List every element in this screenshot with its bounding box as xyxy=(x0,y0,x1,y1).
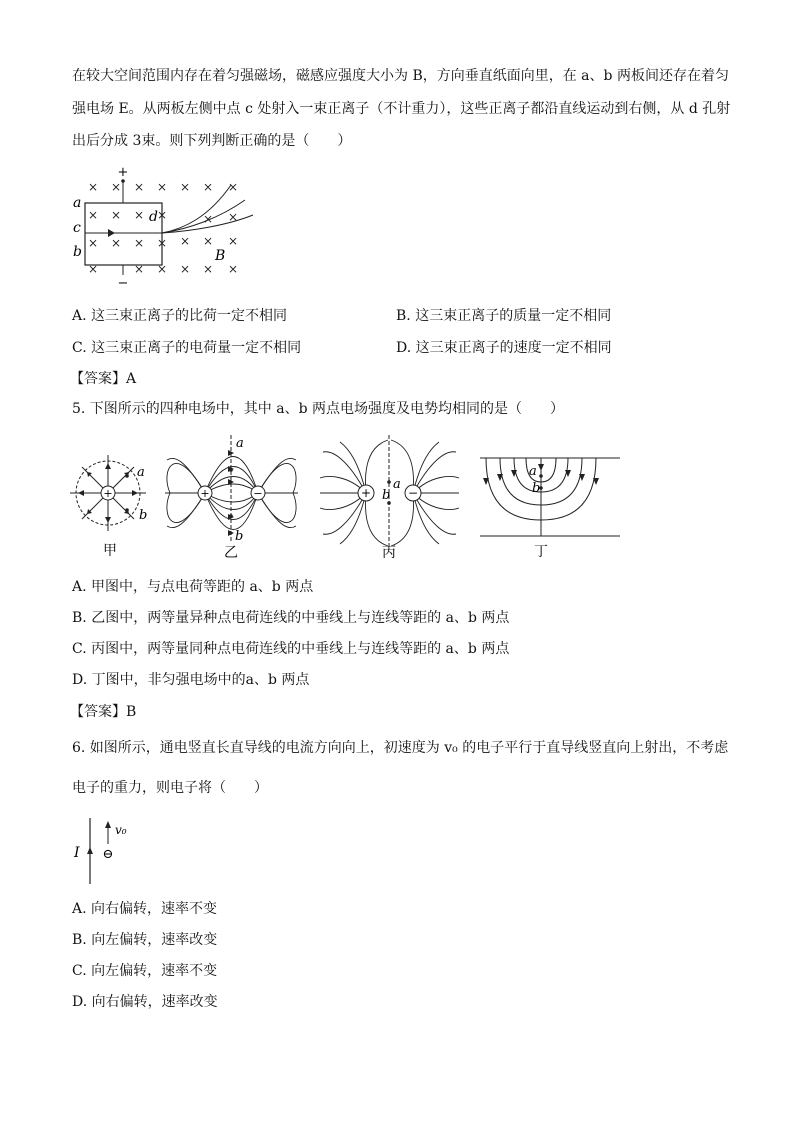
field-cross: × xyxy=(227,210,239,224)
field-cross: × xyxy=(179,262,191,276)
field-cross: × xyxy=(227,262,239,276)
field-cross: × xyxy=(227,234,239,248)
q4-option-c[interactable]: C. 这三束正离子的电荷量一定不相同 xyxy=(72,340,302,356)
field-cross: × xyxy=(133,180,145,194)
field-cross: × xyxy=(87,208,99,222)
q4-stem-line2: 强电场 E。从两板左侧中点 c 处射入一束正离子（不计重力），这些正离子都沿直线运动到右侧，从 d 孔射 xyxy=(72,101,731,117)
field-cross: × xyxy=(87,180,99,194)
q6-option-d[interactable]: D. 向右偏转，速率改变 xyxy=(72,994,218,1010)
electron-symbol: ⊖ xyxy=(102,847,114,862)
field-cross: × xyxy=(133,262,145,276)
q6-option-a[interactable]: A. 向右偏转，速率不变 xyxy=(72,901,218,917)
q4-stem-line3: 出后分成 3束。则下列判断正确的是（ ） xyxy=(72,133,352,149)
field-cross: × xyxy=(156,208,168,222)
label-b: b xyxy=(382,488,391,503)
q5-option-a[interactable]: A. 甲图中，与点电荷等距的 a、b 两点 xyxy=(72,579,314,595)
q4-figure-velocity-selector xyxy=(68,163,268,291)
label-d: d xyxy=(149,209,158,225)
field-cross: × xyxy=(87,262,99,276)
field-cross: × xyxy=(156,262,168,276)
field-cross: × xyxy=(202,262,214,276)
answer-label: 【答案】 xyxy=(70,371,126,387)
field-cross: × xyxy=(202,212,214,226)
field-cross: × xyxy=(227,180,239,194)
caption-bing: 丙 xyxy=(382,545,396,561)
q4-stem-line1: 在较大空间范围内存在着匀强磁场，磁感应强度大小为 B，方向垂直纸面向里，在 a、b 两板间还存在着匀 xyxy=(72,68,729,84)
label-a: a xyxy=(529,464,537,479)
minus-terminal: − xyxy=(117,276,129,291)
q4-option-a[interactable]: A. 这三束正离子的比荷一定不相同 xyxy=(72,308,288,324)
field-cross: × xyxy=(87,236,99,250)
label-b: b xyxy=(532,481,541,496)
q5-option-d[interactable]: D. 丁图中，非匀强电场中的a、b 两点 xyxy=(72,672,310,688)
answer-label: 【答案】 xyxy=(70,704,126,720)
negative-charge: − xyxy=(407,486,419,500)
q5-stem: 5. 下图所示的四种电场中，其中 a、b 两点电场强度及电势均相同的是（ ） xyxy=(72,401,565,417)
field-cross: × xyxy=(133,208,145,222)
label-a: a xyxy=(73,195,82,211)
field-cross: × xyxy=(110,236,122,250)
field-cross: × xyxy=(156,236,168,250)
q5-option-b[interactable]: B. 乙图中，两等量异种点电荷连线的中垂线上与连线等距的 a、b 两点 xyxy=(72,610,510,626)
q6-stem-line1: 6. 如图所示，通电竖直长直导线的电流方向向上，初速度为 v₀ 的电子平行于直导线竖直向上射出，不考虑 xyxy=(72,740,729,756)
q5-figure-bing xyxy=(318,430,468,560)
field-cross: × xyxy=(202,234,214,248)
field-cross: × xyxy=(156,180,168,194)
q5-figure-ding xyxy=(478,450,628,580)
label-b: b xyxy=(235,529,244,544)
positive-charge: + xyxy=(200,487,210,500)
negative-charge: − xyxy=(253,487,263,500)
caption-ding: 丁 xyxy=(534,544,548,560)
q4-option-b[interactable]: B. 这三束正离子的质量一定不相同 xyxy=(396,308,612,324)
q6-option-c[interactable]: C. 向左偏转，速率不变 xyxy=(72,963,218,979)
label-a: a xyxy=(137,465,145,480)
q6-option-b[interactable]: B. 向左偏转，速率改变 xyxy=(72,932,218,948)
caption-jia: 甲 xyxy=(103,543,117,559)
label-B: B xyxy=(215,248,226,264)
q5-figure-jia xyxy=(66,437,156,567)
field-cross: × xyxy=(133,236,145,250)
q4-answer xyxy=(70,369,136,389)
positive-charge: + xyxy=(103,487,113,500)
label-c: c xyxy=(73,220,81,236)
plus-terminal: + xyxy=(117,165,129,180)
field-cross: × xyxy=(202,180,214,194)
q6-figure-wire-electron xyxy=(70,812,160,892)
label-current: I xyxy=(74,845,80,861)
q6-stem-line2: 电子的重力，则电子将（ ） xyxy=(72,780,268,796)
field-cross: × xyxy=(110,208,122,222)
q4-option-d[interactable]: D. 这三束正离子的速度一定不相同 xyxy=(396,340,612,356)
label-b: b xyxy=(73,244,82,260)
q5-answer xyxy=(70,702,136,722)
label-a: a xyxy=(236,436,244,451)
field-cross: × xyxy=(179,234,191,248)
q5-option-c[interactable]: C. 丙图中，两等量同种点电荷连线的中垂线上与连线等距的 a、b 两点 xyxy=(72,641,510,657)
caption-yi: 乙 xyxy=(224,545,238,561)
answer-value: A xyxy=(126,371,137,387)
positive-charge: + xyxy=(360,486,372,500)
label-v0: v₀ xyxy=(115,823,127,837)
q5-figure-yi xyxy=(165,430,305,560)
label-b: b xyxy=(139,508,148,523)
label-a: a xyxy=(393,477,401,492)
field-cross: × xyxy=(110,180,122,194)
field-cross: × xyxy=(179,180,191,194)
answer-value: B xyxy=(126,704,137,720)
